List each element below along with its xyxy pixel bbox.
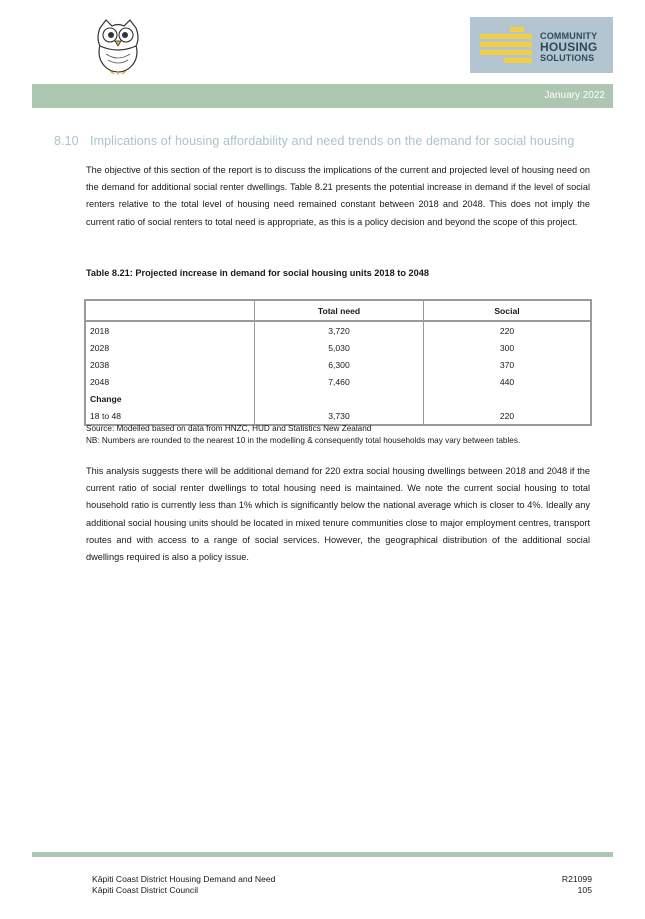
- row-label: 2018: [85, 321, 255, 339]
- social-housing-demand-table: [84, 299, 592, 426]
- table-row: [85, 339, 591, 356]
- footer-report-title: Kāpiti Coast District Housing Demand and Need: [92, 874, 276, 884]
- social-cell: 220: [424, 321, 592, 339]
- footer-right: [562, 874, 592, 896]
- table-caption: Table 8.21: Projected increase in demand for social housing units 2018 to 2048: [86, 268, 429, 278]
- header-date: January 2022: [544, 90, 605, 101]
- footer-report-code: R21099: [561, 874, 592, 884]
- logo-line-solutions: SOLUTIONS: [540, 53, 595, 63]
- logo-line-housing: HOUSING: [540, 40, 598, 54]
- row-label: 2038: [85, 356, 255, 373]
- social-cell: 440: [424, 373, 592, 390]
- analysis-paragraph: This analysis suggests there will be additional demand for 220 extra social housing dwellings between 2018 and 2048 if the current ratio of social renter dwellings to total housing need is maintained. We note the current social housing to total household ratio is currently less than 1% which is significantly below the national average which is closer to 4%. Ideally any additional social housing units should be located in mixed tenure communities close to major employment centres, transport routes and with access to a range of social services. However, the geographical distribution of the additional social dwellings required is also a policy issue.: [86, 466, 590, 563]
- section-title: Implications of housing affordability and need trends on the demand for social housing: [90, 134, 575, 148]
- footer-council: Kāpiti Coast District Council: [92, 885, 199, 895]
- total-need-cell: [255, 390, 424, 407]
- total-need-cell: 6,300: [255, 356, 424, 373]
- section-number: 8.10: [54, 134, 79, 148]
- footer-rule: [32, 852, 613, 857]
- total-need-cell: 5,030: [255, 339, 424, 356]
- house-bars-icon: [480, 27, 536, 63]
- section-heading: [54, 134, 574, 148]
- table-row: [85, 356, 591, 373]
- footer-page-number: 105: [577, 885, 592, 895]
- community-housing-solutions-logo: [470, 17, 613, 73]
- table-header-total-need: Total need: [255, 300, 424, 321]
- total-need-cell: 3,720: [255, 321, 424, 339]
- table-header-social: Social: [424, 300, 592, 321]
- total-need-cell: 7,460: [255, 373, 424, 390]
- nb-note: NB: Numbers are rounded to the nearest 10 in the modelling & consequently total households may vary between tables.: [86, 436, 521, 445]
- table-notes: [86, 423, 520, 447]
- social-cell: [424, 390, 592, 407]
- table-header-row: [85, 300, 591, 321]
- row-label: 2048: [85, 373, 255, 390]
- row-label: Change: [85, 390, 255, 407]
- owl-logo: [92, 14, 144, 76]
- row-label: 2028: [85, 339, 255, 356]
- table-row: [85, 321, 591, 339]
- table-header-blank: [85, 300, 255, 321]
- social-cell: 220: [424, 407, 592, 425]
- source-note: Source: Modelled based on data from HNZC, HUD and Statistics New Zealand: [86, 424, 372, 433]
- footer-left: [92, 874, 275, 896]
- header-bar: [32, 84, 613, 108]
- total-need-cell: 3,730: [255, 407, 424, 425]
- table-row: [85, 390, 591, 407]
- table-row: [85, 373, 591, 390]
- social-cell: 370: [424, 356, 592, 373]
- logo-line-community: COMMUNITY: [540, 31, 598, 41]
- social-cell: 300: [424, 339, 592, 356]
- row-label: 18 to 48: [85, 407, 255, 425]
- intro-paragraph: The objective of this section of the report is to discuss the implications of the current and projected level of housing need on the demand for additional social renter dwellings. Table 8.21 presents the potential increase in demand if the level of social renters relative to the total level of housing need remained constant between 2018 and 2048. This does not imply the current ratio of social renters to total need is appropriate, as this is a policy decision and beyond the scope of this project.: [86, 165, 590, 227]
